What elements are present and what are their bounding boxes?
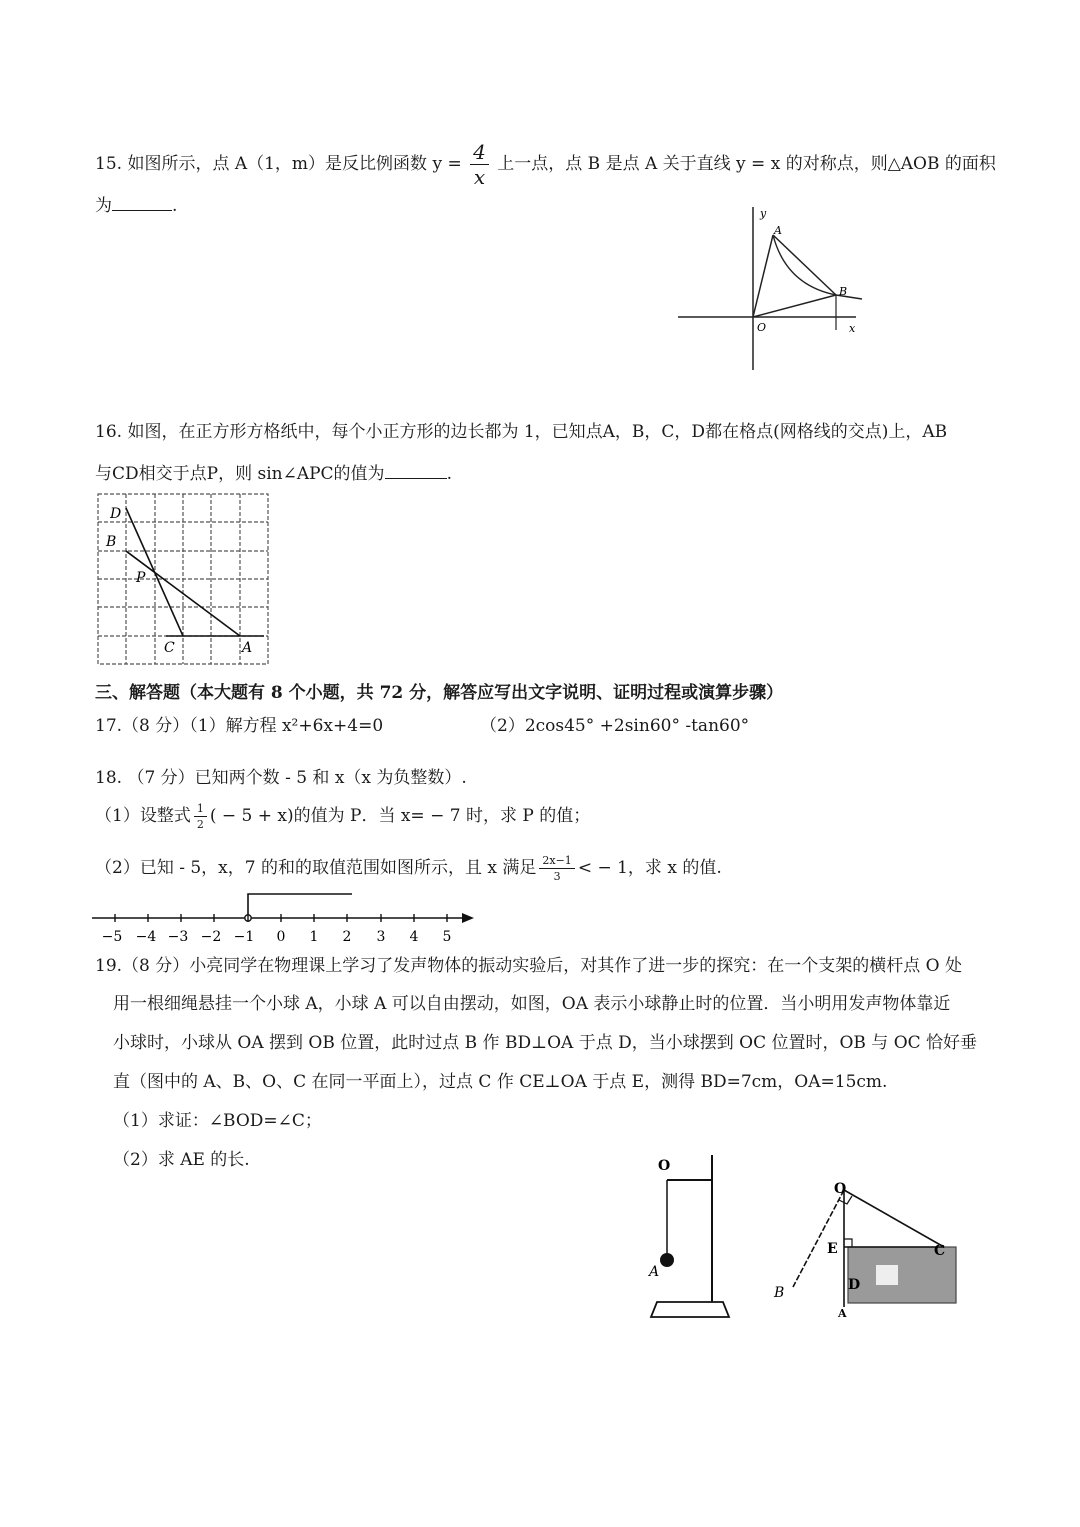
q18-p2-frac-num: 2x−1 xyxy=(539,855,574,869)
numberline-label-neg2: −2 xyxy=(200,929,222,945)
q15-segment-ob xyxy=(753,295,836,317)
q16-answer-blank[interactable] xyxy=(385,460,447,479)
sound-object-highlight xyxy=(876,1265,898,1285)
q18-number-line xyxy=(90,888,490,948)
numberline-label-5: 5 xyxy=(442,929,452,945)
q19-line4: 直（图中的 A、B、O、C 在同一平面上），过点 C 作 CE⊥OA 于点 E，测得 BD=7cm，OA=15cm. xyxy=(113,1072,888,1092)
q15-frac-den: x xyxy=(473,165,486,189)
q15-suffix: 上一点，点 B 是点 A 关于直线 y = x 的对称点，则△AOB 的面积 xyxy=(497,154,996,174)
q16-line2-end: . xyxy=(446,464,452,484)
q15-label-o: O xyxy=(757,321,767,334)
q15-label-x: x xyxy=(849,322,856,335)
geo-label-d: D xyxy=(848,1277,861,1293)
pendulum-label-o: O xyxy=(658,1158,671,1174)
geo-label-c: C xyxy=(934,1243,946,1259)
stand-base xyxy=(651,1302,729,1317)
q15-hyperbola xyxy=(773,235,862,299)
q18-p1-frac-num: 1 xyxy=(194,803,207,817)
right-angle-e xyxy=(844,1239,852,1247)
q16-line2-text: 与CD相交于点P，则 sin∠APC的值为 xyxy=(95,464,385,484)
pendulum-ball xyxy=(660,1253,674,1267)
q18-part1 xyxy=(95,803,590,830)
q19-pendulum-figure xyxy=(645,1150,755,1325)
q19-line2: 用一根细绳悬挂一个小球 A，小球 A 可以自由摆动，如图，OA 表示小球静止时的位置．当小明用发声物体靠近 xyxy=(113,994,951,1014)
right-angle-o xyxy=(839,1196,852,1204)
section3-title: 三、解答题（本大题有 8 个小题，共 72 分，解答应写出文字说明、证明过程或演算步骤） xyxy=(95,683,784,703)
q16-label-c: C xyxy=(164,640,175,656)
q15-label-a: A xyxy=(774,224,782,237)
q19-part2: （2）求 AE 的长. xyxy=(113,1150,250,1170)
q15-figure xyxy=(676,205,876,375)
q17-part2: （2）2cos45° +2sin60° -tan60° xyxy=(480,716,750,736)
q18-p2-frac-den: 3 xyxy=(553,870,561,883)
q15-line1 xyxy=(95,142,996,187)
geo-label-e: E xyxy=(827,1241,838,1257)
q16-label-p: P xyxy=(136,570,146,586)
segment-ob xyxy=(793,1190,844,1287)
numberline-label-neg3: −3 xyxy=(167,929,189,945)
q16-line2 xyxy=(95,460,452,484)
q16-label-a: A xyxy=(242,640,253,656)
q18-part2 xyxy=(95,855,722,882)
numberline-label-neg1: −1 xyxy=(233,929,255,945)
q15-prefix: 15. 如图所示，点 A（1，m）是反比例函数 y = xyxy=(95,154,462,174)
numberline-label-4: 4 xyxy=(409,929,419,945)
numberline-label-neg4: −4 xyxy=(135,929,157,945)
q18-p2-fraction xyxy=(539,855,574,882)
q16-grid-figure xyxy=(94,490,274,670)
q19-part1: （1）求证：∠BOD=∠C； xyxy=(113,1111,322,1131)
q18-p1-prefix: （1）设整式 xyxy=(95,806,191,826)
q16-label-b: B xyxy=(106,534,117,550)
q17-part1: 17.（8 分）（1）解方程 x²+6x+4=0 xyxy=(95,716,384,736)
q15-line2 xyxy=(95,192,177,216)
q16-label-d: D xyxy=(110,506,122,522)
q16-line1: 16. 如图，在正方形方格纸中，每个小正方形的边长都为 1，已知点A，B，C，D都在格点(网格线的交点)上，AB xyxy=(95,422,948,442)
numberline-label-3: 3 xyxy=(376,929,386,945)
numberline-label-2: 2 xyxy=(342,929,352,945)
q18-p2-suffix: < − 1，求 x 的值. xyxy=(577,858,722,878)
numberline-label-1: 1 xyxy=(309,929,319,945)
geo-label-b: B xyxy=(774,1285,785,1301)
geo-label-a: A xyxy=(838,1307,847,1320)
q18-intro: 18. （7 分）已知两个数 - 5 和 x（x 为负整数）. xyxy=(95,768,467,788)
q19-line1: 19.（8 分）小亮同学在物理课上学习了发声物体的振动实验后，对其作了进一步的探究：在一个支架的横杆点 O 处 xyxy=(95,956,962,976)
q18-p2-prefix: （2）已知 - 5，x，7 的和的取值范围如图所示，且 x 满足 xyxy=(95,858,537,878)
q15-label-y: y xyxy=(760,207,767,220)
q15-fraction xyxy=(470,142,489,187)
q15-segment-ab xyxy=(773,235,836,295)
numberline-arrow xyxy=(462,913,474,923)
numberline-range-bracket xyxy=(248,894,352,918)
q15-label-b: B xyxy=(839,285,848,298)
geo-label-o: O xyxy=(834,1181,847,1197)
q18-p1-fraction xyxy=(194,803,207,830)
q19-geometry-figure xyxy=(768,1175,968,1320)
q18-p1-suffix: ( − 5 + x)的值为 P．当 x= − 7 时，求 P 的值； xyxy=(209,806,591,826)
q15-frac-num: 4 xyxy=(470,142,489,165)
pendulum-label-a: A xyxy=(649,1264,660,1280)
q15-line2-text: 为 xyxy=(95,196,112,216)
q16-grid xyxy=(98,494,268,664)
q15-answer-blank[interactable] xyxy=(112,192,172,211)
q18-p1-frac-den: 2 xyxy=(196,818,204,831)
numberline-label-0: 0 xyxy=(276,929,286,945)
q19-line3: 小球时，小球从 OA 摆到 OB 位置，此时过点 B 作 BD⊥OA 于点 D，当小球摆到 OC 位置时，OB 与 OC 恰好垂 xyxy=(113,1033,978,1053)
q15-line2-end: . xyxy=(172,196,178,216)
q15-segment-oa xyxy=(753,235,773,317)
numberline-label-neg5: −5 xyxy=(101,929,123,945)
segment-oc xyxy=(844,1190,944,1247)
